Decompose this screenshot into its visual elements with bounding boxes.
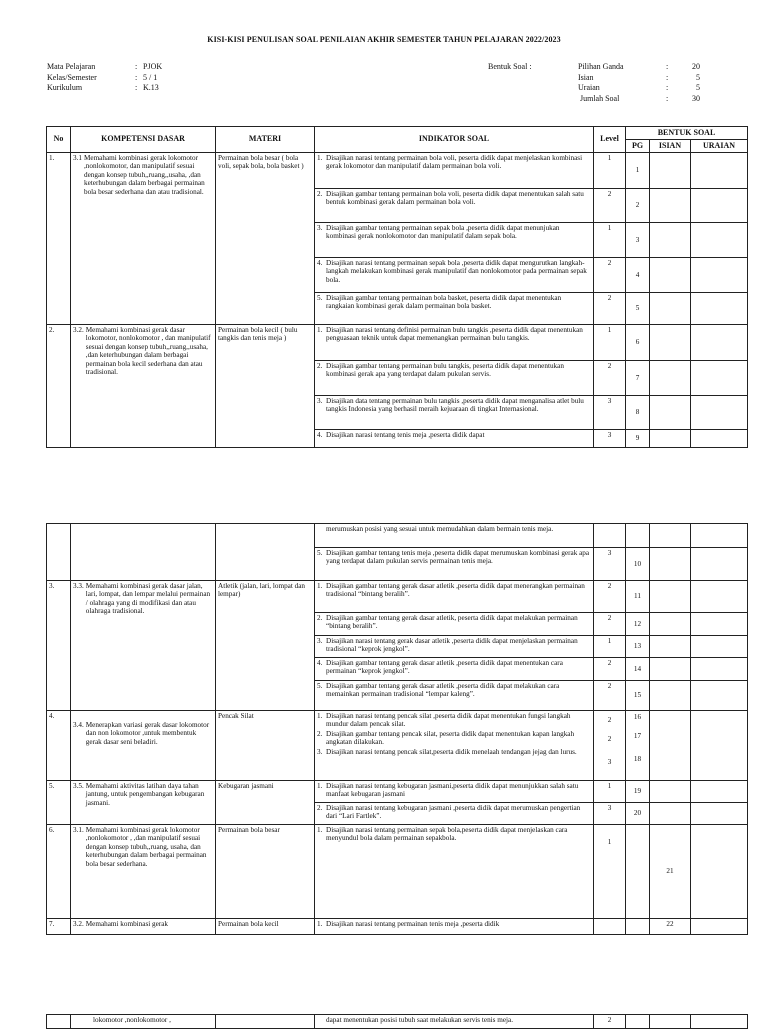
material-cell — [216, 1015, 315, 1029]
uraian-cell — [691, 153, 748, 189]
uraian-cell — [691, 919, 748, 935]
row-number — [47, 524, 71, 581]
pg-cell: 16 17 18 — [626, 711, 650, 781]
uraian-cell — [691, 258, 748, 293]
level-cell — [594, 524, 626, 548]
isian-cell — [650, 658, 691, 681]
isian-cell — [650, 581, 691, 613]
uraian-cell — [691, 658, 748, 681]
table-row — [47, 825, 748, 919]
competency-cell: 3.1. Memahami kombinasi gerak lokomotor ,nonlokomotor , ,dan manipulatif sesuai dengan konsep tubuh,,ruang, usaha, dan keterhubungan dalam berbagai permainan bola besar sederhana. — [71, 825, 216, 919]
uraian-cell — [691, 581, 748, 613]
row-number — [47, 1015, 71, 1029]
info-label: Kurikulum — [47, 83, 83, 92]
isian-cell — [650, 1015, 691, 1029]
info-value: 5 / 1 — [143, 72, 158, 82]
material-cell: Permainan bola kecil — [216, 919, 315, 935]
isian-cell — [650, 636, 691, 658]
row-number: 5. — [47, 781, 71, 825]
level-cell: 3 — [594, 430, 626, 448]
material-cell: Pencak Silat — [216, 711, 315, 781]
uraian-cell — [691, 430, 748, 448]
level-cell: 2 — [594, 658, 626, 681]
table-row — [47, 711, 748, 781]
header-isian: ISIAN — [650, 140, 691, 153]
header-materi: MATERI — [216, 127, 315, 153]
level-cell: 1 — [594, 223, 626, 258]
indicator-cell: 5. Disajikan gambar tentang tenis meja ,peserta didik dapat merumuskan kombinasi gerak apa yang terdapat dalam pukulan servis permainan tenis meja. — [315, 548, 594, 581]
info-value: 5 — [696, 83, 700, 92]
indicator-cell: 1. Disajikan gambar tentang gerak dasar atletik ,peserta didik dapat menerangkan permainan tradisional “bintang beralih”. — [315, 581, 594, 613]
isian-cell — [650, 153, 691, 189]
indicator-cell: 2. Disajikan gambar tentang gerak dasar atletik, peserta didik dapat melakukan permainan “bintang beralih”. — [315, 613, 594, 636]
isian-cell: 22 — [650, 919, 691, 935]
isian-cell — [650, 293, 691, 325]
competency-cell: 3.4. Menerapkan variasi gerak dasar lokomotor dan non lokomotor ,untuk membentuk gerak dasar seni beladiri. — [71, 711, 216, 781]
header-indikator: INDIKATOR SOAL — [315, 127, 594, 153]
blueprint-table-page3 — [46, 1014, 748, 1029]
level-cell: 1 — [594, 153, 626, 189]
header-kompetensi: KOMPETENSI DASAR — [71, 127, 216, 153]
indicator-cell: merumuskan posisi yang sesuai untuk memudahkan dalam bermain tenis meja. — [315, 524, 594, 548]
level-cell: 2 — [594, 361, 626, 396]
row-number: 3. — [47, 581, 71, 711]
competency-cell: 3.2. Memahami kombinasi gerak dasar lokomotor, nonlokomotor , dan manipulatif sesuai dengan konsep tubuh,,ruang,,usaha, ,dan keterhubungan dalam berbagai permainan bola kecil sederhana dan atau tradisional. — [71, 325, 216, 448]
material-cell: Permainan bola besar ( bola voli, sepak bola, bola basket ) — [216, 153, 315, 325]
indicator-cell: 2. Disajikan gambar tentang permainan bola voli, peserta didik dapat menentukan salah satu bentuk kombinasi gerak dalam permainan bola voli. — [315, 189, 594, 223]
table-row — [47, 781, 748, 803]
table-row — [47, 325, 748, 361]
pg-cell: 6 — [626, 325, 650, 361]
question-type-info: Bentuk Soal : Pilihan Ganda : 20 Isian : 5 Uraian : 5 Jumlah Soal : 30 — [488, 62, 700, 103]
competency-cell: 3.3. Memahami kombinasi gerak dasar jalan, lari, lompat, dan lempar melalui permainan / olahraga yang di modifikasi dan atau olahraga tradisional. — [71, 581, 216, 711]
uraian-cell — [691, 396, 748, 430]
competency-cell: 3.1 Memahami kombinasi gerak lokomotor ,nonlokomotor, dan manipulatif sesuai dengan konsep tubuh,,ruang,,usaha, ,dan keterhubungan dalam berbagai permainan bola besar sederhana dan atau tradisional. — [71, 153, 216, 325]
info-label: Isian — [578, 72, 594, 82]
pg-cell: 20 — [626, 803, 650, 825]
document-title: KISI-KISI PENULISAN SOAL PENILAIAN AKHIR SEMESTER TAHUN PELAJARAN 2022/2023 — [207, 35, 561, 44]
row-number: 2. — [47, 325, 71, 448]
material-cell — [216, 524, 315, 581]
row-number: 7. — [47, 919, 71, 935]
info-value: 5 — [696, 72, 700, 82]
uraian-cell — [691, 711, 748, 781]
indicator-cell: 1. Disajikan narasi tentang definisi permainan bulu tangkis ,peserta didik dapat menentukan penguasaan teknik untuk dapat memenangkan permainan bulu tangkis. — [315, 325, 594, 361]
pg-cell: 5 — [626, 293, 650, 325]
isian-cell — [650, 681, 691, 711]
uraian-cell — [691, 613, 748, 636]
isian-cell — [650, 258, 691, 293]
level-cell: 1 — [594, 325, 626, 361]
indicator-cell: 1. Disajikan narasi tentang pencak silat ,peserta didik dapat menentukan fungsi langkah mundur dalam pencak silat. 2. Disajikan gambar tentang pencak silat, peserta didik dapat menentukan kapan langkah angkatan dilakukan. 3. Disajikan narasi tentang pencak silat,peserta didik menelaah tendangan jejag dan lurus. — [315, 711, 594, 781]
isian-cell — [650, 711, 691, 781]
indicator-cell: dapat menentukan posisi tubuh saat melakukan servis tenis meja. — [315, 1015, 594, 1029]
isian-cell — [650, 189, 691, 223]
pg-cell: 19 — [626, 781, 650, 803]
pg-cell — [626, 919, 650, 935]
level-cell: 1 — [594, 636, 626, 658]
isian-cell — [650, 325, 691, 361]
level-cell: 2 — [594, 189, 626, 223]
isian-cell — [650, 223, 691, 258]
uraian-cell — [691, 361, 748, 396]
uraian-cell — [691, 325, 748, 361]
material-cell: Permainan bola kecil ( bulu tangkis dan tenis meja ) — [216, 325, 315, 448]
uraian-cell — [691, 189, 748, 223]
isian-cell — [650, 430, 691, 448]
info-label: Jumlah Soal — [580, 93, 620, 103]
material-cell: Permainan bola besar — [216, 825, 315, 919]
level-cell: 2 — [594, 613, 626, 636]
pg-cell — [626, 825, 650, 919]
indicator-cell: 3. Disajikan narasi tentang gerak dasar atletik ,peserta didik dapat menjelaskan permainan tradisional “keprok jengkol”. — [315, 636, 594, 658]
info-label: Mata Pelajaran — [47, 62, 96, 71]
pg-cell: 15 — [626, 681, 650, 711]
competency-cell: 3.5. Memahami aktivitas latihan daya tahan jantung, untuk pengembangan kebugaran jasmani. — [71, 781, 216, 825]
level-cell: 1 — [594, 781, 626, 803]
indicator-cell: 2. Disajikan gambar tentang permainan bulu tangkis, peserta didik dapat menentukan kombinasi gerak apa yang terdapat dalam pukulan servis. — [315, 361, 594, 396]
pg-cell: 4 — [626, 258, 650, 293]
pg-cell: 8 — [626, 396, 650, 430]
pg-cell: 1 — [626, 153, 650, 189]
uraian-cell — [691, 636, 748, 658]
header-pg: PG — [626, 140, 650, 153]
subject-info: Mata Pelajaran : PJOK Kelas/Semester : 5 / 1 Kurikulum : K.13 — [47, 62, 163, 92]
info-value: 30 — [692, 93, 700, 103]
isian-cell — [650, 361, 691, 396]
level-cell — [594, 919, 626, 935]
isian-cell — [650, 803, 691, 825]
level-cell: 3 — [594, 548, 626, 581]
header-bentuk-soal: BENTUK SOAL — [626, 127, 748, 140]
info-value: 20 — [692, 62, 700, 71]
indicator-cell: 3. Disajikan gambar tentang permainan sepak bola ,peserta didik dapat menunjukan kombinasi gerak nonlokomotor dan manipulatif dalam sepak bola. — [315, 223, 594, 258]
indicator-cell: 5. Disajikan gambar tentang permainan bola basket, peserta didik dapat menentukan rangkaian kombinasi gerak dalam permainan bola basket. — [315, 293, 594, 325]
pg-cell: 14 — [626, 658, 650, 681]
level-cell: 2 — [594, 293, 626, 325]
uraian-cell — [691, 803, 748, 825]
table-row — [47, 581, 748, 613]
indicator-cell: 1. Disajikan narasi tentang permainan bola voli, peserta didik dapat menjelaskan kombinasi gerak lokomotor dan manipulatif dalam permainan bola voli. — [315, 153, 594, 189]
level-cell: 2 — [594, 1015, 626, 1029]
header-no: No — [47, 127, 71, 153]
competency-cell: lokomotor ,nonlokomotor , — [71, 1015, 216, 1029]
indicator-cell: 3. Disajikan data tentang permainan bulu tangkis ,peserta didik dapat menganalisa atlet bulu tangkis Indonesia yang berhasil meraih kejuaraan di tingkat Internasional. — [315, 396, 594, 430]
level-cell: 3 — [594, 803, 626, 825]
level-cell: 1 — [594, 825, 626, 919]
pg-cell: 9 — [626, 430, 650, 448]
isian-cell — [650, 524, 691, 548]
uraian-cell — [691, 548, 748, 581]
level-cell: 2 2 3 — [594, 711, 626, 781]
pg-cell: 7 — [626, 361, 650, 396]
bentuk-soal-label: Bentuk Soal : — [488, 62, 532, 71]
info-value: K.13 — [143, 83, 159, 92]
table-row — [47, 919, 748, 935]
info-label: Uraian — [578, 83, 600, 92]
isian-cell: 21 — [650, 825, 691, 919]
pg-cell: 12 — [626, 613, 650, 636]
pg-cell: 11 — [626, 581, 650, 613]
isian-cell — [650, 548, 691, 581]
indicator-cell: 2. Disajikan narasi tentang kebugaran jasmani ,peserta didik dapat merumuskan pengertian dari “Lari Fartlek”. — [315, 803, 594, 825]
pg-cell: 3 — [626, 223, 650, 258]
isian-cell — [650, 781, 691, 803]
pg-cell — [626, 1015, 650, 1029]
pg-cell: 10 — [626, 548, 650, 581]
indicator-cell: 1. Disajikan narasi tentang permainan tenis meja ,peserta didik — [315, 919, 594, 935]
uraian-cell — [691, 293, 748, 325]
row-number: 1. — [47, 153, 71, 325]
table-row — [47, 524, 748, 548]
indicator-cell: 1. Disajikan narasi tentang kebugaran jasmani,peserta didik dapat menunjukkan salah satu manfaat kebugaran jasmani — [315, 781, 594, 803]
isian-cell — [650, 396, 691, 430]
row-number: 6. — [47, 825, 71, 919]
level-cell: 2 — [594, 258, 626, 293]
pg-cell: 2 — [626, 189, 650, 223]
header-uraian: URAIAN — [691, 140, 748, 153]
level-cell: 3 — [594, 396, 626, 430]
indicator-cell: 5. Disajikan gambar tentang gerak dasar atletik ,peserta didik dapat melakukan cara memainkan permainan tradisional “lempar kaleng”. — [315, 681, 594, 711]
blueprint-table-page1 — [46, 126, 748, 448]
material-cell: Kebugaran jasmani — [216, 781, 315, 825]
indicator-cell: 4. Disajikan gambar tentang gerak dasar atletik ,peserta didik dapat menentukan cara permainan “keprok jengkol”. — [315, 658, 594, 681]
table-row — [47, 153, 748, 189]
uraian-cell — [691, 825, 748, 919]
level-cell: 2 — [594, 581, 626, 613]
uraian-cell — [691, 781, 748, 803]
info-label: Kelas/Semester — [47, 72, 97, 82]
indicator-cell: 4. Disajikan narasi tentang permainan sepak bola ,peserta didik dapat mengurutkan langkah-langkah melakukan kombinasi gerak manipulatif dan nonlokomotor pada permainan sepak bola. — [315, 258, 594, 293]
competency-cell: 3.2. Memahami kombinasi gerak — [71, 919, 216, 935]
pg-cell — [626, 524, 650, 548]
row-number: 4. — [47, 711, 71, 781]
blueprint-table-page2 — [46, 523, 748, 935]
uraian-cell — [691, 1015, 748, 1029]
indicator-cell: 1. Disajikan narasi tentang permainan sepak bola,peserta didik dapat menjelaskan cara menyundul bola dalam permainan sepakbola. — [315, 825, 594, 919]
level-cell: 2 — [594, 681, 626, 711]
competency-cell — [71, 524, 216, 581]
uraian-cell — [691, 681, 748, 711]
material-cell: Atletik (jalan, lari, lompat dan lempar) — [216, 581, 315, 711]
isian-cell — [650, 613, 691, 636]
header-level: Level — [594, 127, 626, 153]
pg-cell: 13 — [626, 636, 650, 658]
uraian-cell — [691, 223, 748, 258]
uraian-cell — [691, 524, 748, 548]
info-value: PJOK — [143, 62, 163, 71]
indicator-cell: 4. Disajikan narasi tentang tenis meja ,peserta didik dapat — [315, 430, 594, 448]
table-row — [47, 1015, 748, 1029]
info-label: Pilihan Ganda — [578, 62, 624, 71]
